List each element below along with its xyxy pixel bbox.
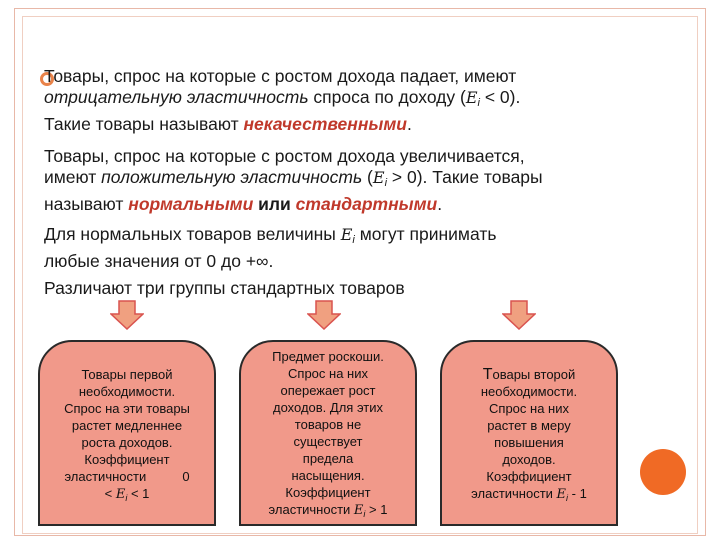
p1-line3 [44, 114, 644, 135]
p2-line3-start: называют [44, 194, 129, 214]
p2-line2-mid: ( [362, 167, 373, 187]
box3-title-line [448, 366, 610, 383]
box2-line: Спрос на них [288, 366, 368, 381]
p1-line3-start: Такие товары называют [44, 114, 244, 134]
box2-line: насыщения. [291, 468, 365, 483]
p1-line2-end: < 0). [479, 87, 521, 107]
box2-line: Предмет роскоши. [272, 349, 384, 364]
box1-line: роста доходов. [81, 435, 173, 450]
paragraph-normal-goods [44, 146, 644, 215]
box3-line: Коэффициент [486, 469, 572, 484]
box3-line: растет в меру [487, 418, 571, 433]
down-arrow-icon [502, 300, 536, 330]
p1-var-sub: i [477, 97, 480, 109]
box1-var-sub: i [125, 493, 128, 503]
p2-line1: Товары, спрос на которые с ростом дохода увеличивается, [44, 146, 525, 166]
p2-var-sub: i [384, 177, 388, 189]
box2-line: существует [293, 434, 363, 449]
p1-var: E [465, 88, 478, 107]
box1-var: E [115, 487, 126, 502]
term-standard: стандартными [295, 194, 438, 214]
down-arrow-icon [307, 300, 341, 330]
p2-line3-end: . [437, 194, 443, 214]
box2-line: опережает рост [280, 383, 376, 398]
box-second-necessity-goods [440, 340, 618, 526]
p2-positive-elasticity: положительную эластичность [101, 167, 363, 187]
p2-line2 [44, 167, 644, 194]
term-inferior: некачественными [243, 114, 407, 134]
box2-line: товаров не [294, 417, 362, 432]
p3-var: E [340, 225, 353, 244]
box3-first-rest: овары второй [492, 367, 576, 382]
p3-line1-end: могут принимать [354, 224, 497, 244]
box1-line: Товары первой [81, 367, 173, 382]
p1-line3-end: . [406, 114, 412, 134]
box1-line: растет медленнее [71, 418, 183, 433]
p3-line1 [44, 224, 644, 251]
p3-line1-start: Для нормальных товаров величины [44, 224, 341, 244]
p2-line3 [44, 194, 644, 215]
p3-var-sub: i [352, 234, 355, 246]
paragraph-value-range [44, 224, 644, 272]
box2-line: Коэффициент [285, 485, 371, 500]
p1-line2 [44, 87, 644, 114]
paragraph-three-groups: Различают три группы стандартных товаров [44, 278, 405, 298]
down-arrow-icon [110, 300, 144, 330]
box1-formula-post: < 1 [127, 486, 150, 501]
box-luxury-goods [239, 340, 417, 526]
box2-var-sub: i [363, 509, 366, 519]
box3-formula-post: - 1 [568, 486, 587, 501]
box3-formula [448, 485, 610, 507]
p2-line2-start: имеют [44, 167, 102, 187]
box2-formula-pre: эластичности [268, 502, 354, 517]
p1-negative-elasticity: отрицательную эластичность [44, 87, 309, 107]
box3-line: доходов. [502, 452, 556, 467]
box1-formula-pre: < [104, 486, 116, 501]
box2-formula [247, 501, 409, 523]
box3-var: E [556, 487, 567, 502]
box3-first-cap: Т [482, 366, 493, 383]
box1-line: необходимости. [78, 384, 176, 399]
box1-line: Коэффициент [84, 452, 170, 467]
p2-var: E [372, 168, 385, 187]
p3-line2: любые значения от 0 до +∞. [44, 251, 274, 271]
box-essential-goods [38, 340, 216, 526]
box3-var-sub: i [566, 493, 569, 503]
p2-line2-end: > 0). Такие товары [387, 167, 543, 187]
paragraph-inferior-goods [44, 66, 644, 135]
box3-formula-pre: эластичности [471, 486, 557, 501]
box2-line: доходов. Для этих [272, 400, 384, 415]
box1-line: Спрос на эти товары [64, 401, 190, 416]
p1-line2-rest: спроса по доходу ( [308, 87, 466, 107]
box2-formula-post: > 1 [365, 502, 388, 517]
box3-line: необходимости. [480, 384, 578, 399]
box1-formula [46, 485, 208, 507]
term-normal: нормальными [128, 194, 254, 214]
box3-line: Спрос на них [489, 401, 569, 416]
box1-line: эластичности 0 [64, 469, 190, 484]
p2-or: или [253, 194, 296, 214]
box2-line: предела [302, 451, 354, 466]
box3-line: повышения [494, 435, 564, 450]
decorative-orange-circle [640, 449, 686, 495]
box2-var: E [353, 503, 364, 518]
p1-line1: Товары, спрос на которые с ростом дохода падает, имеют [44, 66, 517, 86]
